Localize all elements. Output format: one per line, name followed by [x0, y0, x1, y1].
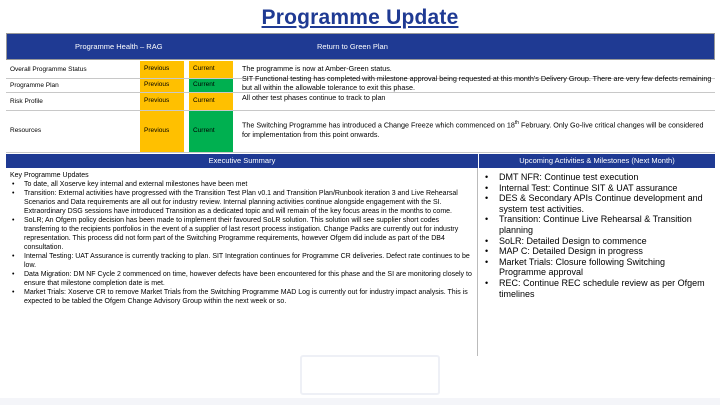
rag-row-label: Resources: [10, 127, 42, 134]
rag-row-label: Programme Plan: [10, 82, 59, 89]
key-updates-list: [10, 180, 473, 306]
sit-testing-line: SIT Functional testing has completed with milestone approval being requested at this month's Delivery Group. There are very few defects remaining but all within the allowable tolerance to exit this phase.: [242, 73, 712, 92]
executive-summary-panel: [6, 168, 478, 356]
page-title: Programme Update: [261, 6, 459, 29]
list-item: • SoLR; An Ofgem policy decision has been made to implement their favoured SoLR solution. This solution will see supplier short codes transferring to the recipients portfolios in the event of a supplier of last resort process instigation. Change Packs are currently out for industry representation. This process did not form part of the Switching Programme requirements, however Ofgem did include as part of the DB4 consultation.: [10, 216, 473, 252]
list-item: • Market Trials: Xoserve CR to remove Market Trials from the Switching Programme MAD Log is currently out for industry impact analysis. This is expected to be tabled the Ofgem Change Advisory Group within the next week or so.: [10, 288, 473, 306]
other-phases-line: All other test phases continue to track to plan: [242, 92, 386, 102]
list-item: • Internal Test: Continue SIT & UAT assurance: [483, 183, 711, 194]
rag-header-bar: [6, 33, 715, 60]
rag-current-cell: Current: [189, 79, 233, 92]
rag-row-label: Risk Profile: [10, 98, 43, 105]
rag-current-cell: Current: [189, 93, 233, 110]
upcoming-activities-header: Upcoming Activities & Milestones (Next Month): [479, 154, 715, 168]
change-freeze-text-a: The Switching Programme has introduced a Change Freeze which commenced on 18: [242, 120, 515, 130]
rag-previous-cell: Previous: [140, 93, 184, 110]
list-item: • REC: Continue REC schedule review as per Ofgem timelines: [483, 278, 711, 299]
status-line: The programme is now at Amber-Green status.: [242, 64, 392, 73]
rag-previous-cell: Previous: [140, 79, 184, 92]
list-item: • Internal Testing: UAT Assurance is currently tracking to plan. SIT Integration continues for Programme CR deliveries. Defect rate continues to be low.: [10, 252, 473, 270]
header-rag-label: Programme Health – RAG: [75, 42, 163, 51]
list-item: • SoLR: Detailed Design to commence: [483, 236, 711, 247]
list-item: • DES & Secondary APIs Continue development and system test activities.: [483, 193, 711, 214]
watermark-logo: [300, 355, 440, 395]
rag-row-label: Overall Programme Status: [10, 66, 87, 73]
upcoming-activities-list: [483, 172, 711, 299]
change-freeze-sup: th: [514, 120, 520, 126]
key-updates-heading: Key Programme Updates: [10, 172, 89, 179]
rag-current-cell: Current: [189, 61, 233, 78]
return-to-green-text-2: [242, 119, 712, 139]
list-item: • To date, all Xoserve key internal and external milestones have been met: [10, 180, 473, 189]
list-item: • Transition: Continue Live Rehearsal & Transition planning: [483, 214, 711, 235]
change-freeze-text-b: February. Only Go-live critical changes will be considered for implementation from this point onwards.: [242, 120, 704, 139]
list-item: • Transition: External activities have progressed with the Transition Test Plan v0.1 and Transition Plan/Runbook iteration 3 and Live Rehearsal Scenarios and Data requirements are all out for industry review. Internal planning activities continue alongside engagement with the SI. Extraordinary DSG sessions have introduced Transition as a dedicated topic and will remain of the key focus areas in the months to come.: [10, 189, 473, 216]
rag-previous-cell: Previous: [140, 111, 184, 152]
list-item: • DMT NFR: Continue test execution: [483, 172, 711, 183]
footer-strip: [0, 398, 720, 405]
rag-current-cell: Current: [189, 111, 233, 152]
rag-previous-cell: Previous: [140, 61, 184, 78]
list-item: • Data Migration: DM NF Cycle 2 commenced on time, however defects have been encountered for this phase and the SI are monitoring closely to ensure that milestone completion date is met.: [10, 270, 473, 288]
header-return-to-green-label: Return to Green Plan: [317, 42, 388, 51]
list-item: • Market Trials: Closure following Switching Programme approval: [483, 257, 711, 278]
list-item: • MAP C: Detailed Design in progress: [483, 246, 711, 257]
upcoming-activities-panel: [479, 170, 715, 356]
return-to-green-text-1: [242, 64, 712, 102]
executive-summary-header: Executive Summary: [6, 154, 478, 168]
